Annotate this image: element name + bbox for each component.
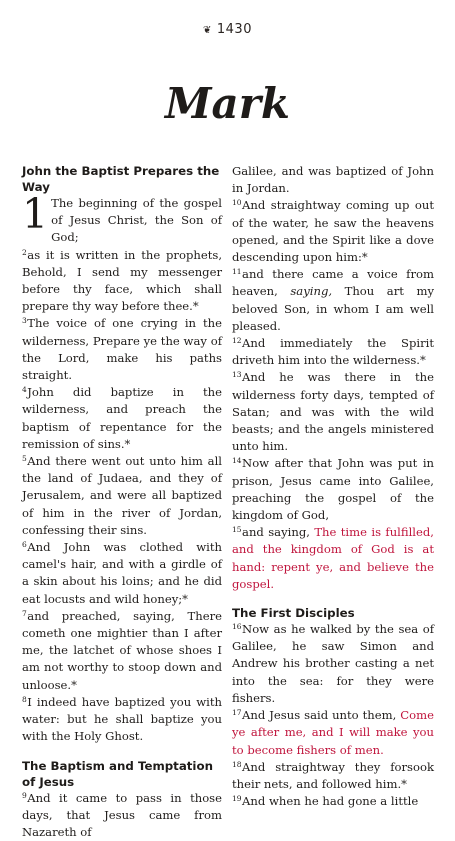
left-column	[22, 163, 222, 841]
verse-text: And he was there in the wilderness forty days, tempted of Satan; and was with the wild beasts; and the angels ministered unto him.	[232, 370, 434, 453]
verse-text: And it came to pass in those days, that Jesus came from Nazareth of	[22, 791, 222, 839]
words-of-christ: The time is fulfilled, and the kingdom of God is at hand: repent ye, and believe the gospel.	[232, 525, 434, 591]
verse-text: Now after that John was put in prison, Jesus came into Galilee, preaching the gospel of the kingdom of God,	[232, 456, 434, 522]
verse-6	[22, 539, 222, 608]
verse-number: 15	[232, 525, 242, 534]
verse-number: 4	[22, 385, 27, 394]
verse-1	[22, 195, 222, 247]
verse-11	[232, 266, 434, 335]
verse-text: Galilee, and was baptized of John in Jordan.	[232, 164, 434, 195]
verse-text: as it is written in the prophets, Behold, I send my messenger before thy face, which shall prepare thy way before thee.*	[22, 248, 222, 314]
verse-17	[232, 707, 434, 759]
verse-number: 18	[232, 760, 242, 769]
verse-number: 5	[22, 454, 27, 463]
page-header	[0, 22, 455, 37]
verse-text: and preached, saying, There cometh one mightier than I after me, the latchet of whose shoes I am not worthy to stoop down and unloose.*	[22, 609, 222, 692]
ornament-icon: ❦	[203, 25, 212, 36]
verse-text: The beginning of the gospel of Jesus Christ, the Son of God;	[51, 196, 222, 244]
verse-16	[232, 621, 434, 707]
verse-number: 17	[232, 708, 242, 717]
verse-text: Thou art my beloved Son, in whom I am well pleased.	[232, 284, 434, 332]
verse-number: 16	[232, 622, 242, 631]
verse-number: 14	[232, 456, 242, 465]
verse-number: 19	[232, 794, 242, 803]
verse-text: and saying,	[242, 525, 314, 539]
verse-text: The voice of one crying in the wilderness, Prepare ye the way of the Lord, make his paths straight.	[22, 316, 222, 382]
verse-13	[232, 369, 434, 455]
verse-text: And straightway coming up out of the water, he saw the heavens opened, and the Spirit like a dove descending upon him:*	[232, 198, 434, 264]
verse-number: 8	[22, 695, 27, 704]
verse-15	[232, 524, 434, 593]
section-heading: The First Disciples	[232, 605, 434, 621]
verse-text: And when he had gone a little	[242, 794, 418, 808]
verse-text-italic: saying,	[290, 284, 332, 298]
verse-text: And there went out unto him all the land of Judaea, and they of Jerusalem, and were all baptized of him in the river of Jordan, confessing their sins.	[22, 454, 222, 537]
book-title: Mark	[0, 80, 455, 128]
page-number: 1430	[217, 22, 252, 37]
verse-number: 2	[22, 248, 27, 257]
verse-9	[22, 790, 222, 841]
verse-10	[232, 197, 434, 266]
verse-12	[232, 335, 434, 369]
verse-8	[22, 694, 222, 746]
verse-number: 12	[232, 336, 242, 345]
verse-9-continued	[232, 163, 434, 197]
verse-number: 7	[22, 609, 27, 618]
verse-number: 10	[232, 198, 242, 207]
verse-number: 9	[22, 791, 27, 800]
verse-text: And immediately the Spirit driveth him into the wilderness.*	[232, 336, 434, 367]
verse-7	[22, 608, 222, 694]
words-of-christ: Come ye after me, and I will make you to become fishers of men.	[232, 708, 434, 756]
verse-text: Now as he walked by the sea of Galilee, he saw Simon and Andrew his brother casting a net into the sea: for they were fishers.	[232, 622, 434, 705]
verse-text: And John was clothed with camel's hair, and with a girdle of a skin about his loins; and he did eat locusts and wild honey;*	[22, 540, 222, 606]
verse-4	[22, 384, 222, 453]
verse-2	[22, 247, 222, 316]
verse-14	[232, 455, 434, 524]
verse-number: 11	[232, 267, 242, 276]
right-column	[232, 163, 434, 810]
verse-text: and there came a voice from heaven,	[232, 267, 434, 298]
verse-number: 3	[22, 316, 27, 325]
section-heading: John the Baptist Prepares the Way	[22, 163, 222, 195]
verse-text: And straightway they forsook their nets, and followed him.*	[232, 760, 434, 791]
verse-3	[22, 315, 222, 384]
verse-number: 13	[232, 370, 242, 379]
verse-18	[232, 759, 434, 793]
section-heading: The Baptism and Temptation of Jesus	[22, 758, 222, 790]
verse-text: John did baptize in the wilderness, and preach the baptism of repentance for the remission of sins.*	[22, 385, 222, 451]
chapter-number: 1	[22, 197, 48, 231]
verse-19	[232, 793, 434, 810]
verse-5	[22, 453, 222, 539]
verse-text: I indeed have baptized you with water: but he shall baptize you with the Holy Ghost.	[22, 695, 222, 743]
verse-number: 6	[22, 540, 27, 549]
verse-text: And Jesus said unto them,	[242, 708, 400, 722]
